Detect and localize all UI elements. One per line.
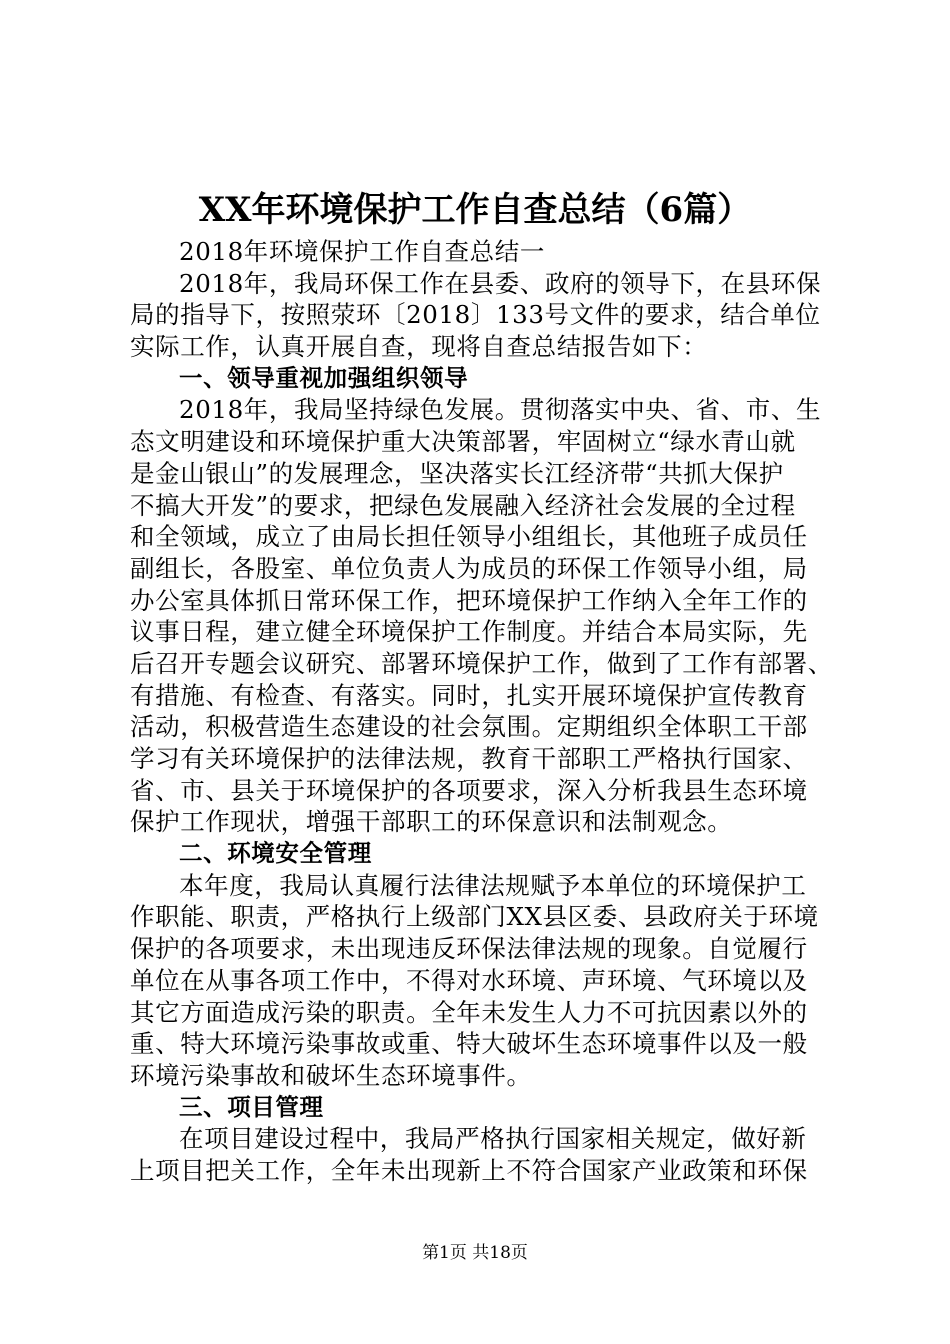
- body-text-line: 2018年，我局坚持绿色发展。贯彻落实中央、省、市、生: [179, 395, 822, 425]
- body-text-line: 活动，积极营造生态建设的社会氛围。定期组织全体职工干部: [130, 712, 808, 742]
- body-text-line: 本年度，我局认真履行法律法规赋予本单位的环境保护工: [179, 870, 807, 900]
- body-text-line: 作职能、职责，严格执行上级部门XX县区委、县政府关于环境: [130, 902, 819, 932]
- body-text-line: 实际工作，认真开展自查，现将自查总结报告如下：: [130, 332, 708, 362]
- body-text-line: 其它方面造成污染的职责。全年未发生人力不可抗因素以外的: [130, 997, 808, 1027]
- document-title: XX年环境保护工作自查总结（6篇）: [198, 190, 752, 230]
- body-text-line: 省、市、县关于环境保护的各项要求，深入分析我县生态环境: [130, 775, 808, 805]
- body-text-line: 单位在从事各项工作中，不得对水环境、声环境、气环境以及: [130, 965, 808, 995]
- section-heading: 一、领导重视加强组织领导: [179, 363, 469, 392]
- body-text-line: 不搞大开发”的要求，把绿色发展融入经济社会发展的全过程: [130, 490, 796, 520]
- body-text-line: 议事日程，建立健全环境保护工作制度。并结合本局实际，先: [130, 617, 808, 647]
- section-heading: 二、环境安全管理: [179, 839, 372, 868]
- body-text-line: 后召开专题会议研究、部署环境保护工作，做到了工作有部署、: [130, 648, 833, 678]
- body-text-line: 学习有关环境保护的法律法规，教育干部职工严格执行国家、: [130, 744, 808, 773]
- body-text-line: 是金山银山”的发展理念，坚决落实长江经济带“共抓大保护: [130, 458, 784, 488]
- body-text-line: 保护工作现状，增强干部职工的环保意识和法制观念。: [130, 807, 733, 837]
- body-text-line: 在项目建设过程中，我局严格执行国家相关规定，做好新: [179, 1124, 807, 1154]
- body-text-line: 上项目把关工作，全年未出现新上不符合国家产业政策和环保: [130, 1155, 808, 1185]
- body-text-line: 态文明建设和环境保护重大决策部署，牢固树立“绿水青山就: [130, 427, 796, 457]
- body-text-line: 2018年环境保护工作自查总结一: [179, 237, 545, 266]
- body-text-line: 环境污染事故和破坏生态环境事件。: [130, 1060, 532, 1090]
- section-heading: 三、项目管理: [179, 1092, 324, 1121]
- body-text-line: 局的指导下，按照荥环〔2018〕133号文件的要求，结合单位: [130, 300, 821, 330]
- body-text-line: 办公室具体抓日常环保工作，把环境保护工作纳入全年工作的: [130, 585, 808, 615]
- document-body: [130, 236, 832, 1187]
- body-text-line: 有措施、有检查、有落实。同时，扎实开展环境保护宣传教育: [130, 680, 808, 710]
- body-text-line: 和全领域，成立了由局长担任领导小组组长，其他班子成员任: [130, 522, 808, 552]
- body-text-line: 2018年，我局环保工作在县委、政府的领导下，在县环保: [179, 268, 822, 298]
- body-text-line: 副组长，各股室、单位负责人为成员的环保工作领导小组，局: [130, 553, 808, 583]
- page-footer: 第1页 共18页: [422, 1243, 528, 1263]
- body-text-line: 重、特大环境污染事故或重、特大破坏生态环境事件以及一般: [130, 1029, 808, 1059]
- body-text-line: 保护的各项要求，未出现违反环保法律法规的现象。自觉履行: [130, 934, 808, 964]
